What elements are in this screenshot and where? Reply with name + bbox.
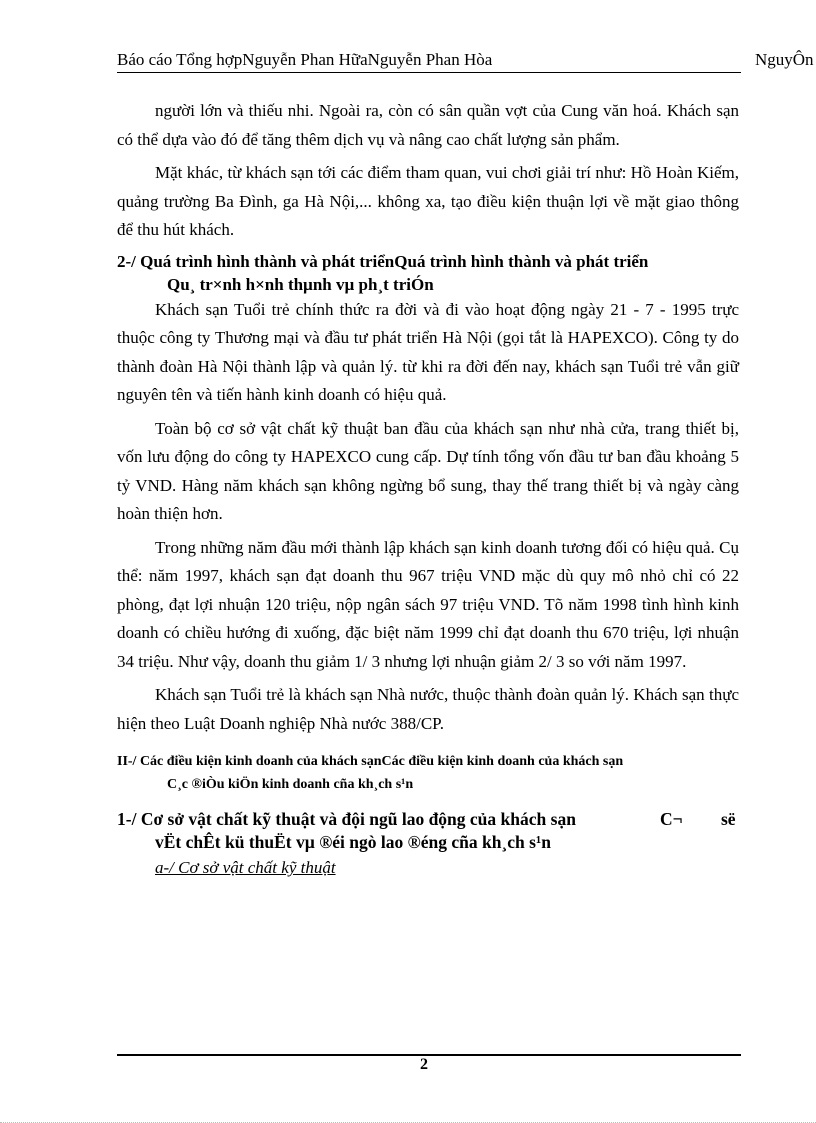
section-heading-II	[117, 750, 739, 796]
section-heading-1	[117, 808, 739, 854]
subsection-link-a[interactable]: a-/ Cơ sở vật chất kỹ thuật	[155, 858, 336, 877]
section-heading-1-garbled-a: C¬	[660, 809, 683, 829]
section-heading-II-garbled: C¸c ®iÒu kiÖn kinh doanh cña kh¸ch s¹n	[167, 777, 414, 792]
paragraph-2: Mặt khác, từ khách sạn tới các điểm tham quan, vui chơi giải trí như: Hồ Hoàn Kiếm, quảng trường Ba Đình, ga Hà Nội,... không xa, tạo điều kiện thuận lợi về mặt giao thông để thu hút khách.	[117, 163, 739, 239]
paragraph-3: Khách sạn Tuổi trẻ chính thức ra đời và đi vào hoạt động ngày 21 - 7 - 1995 trực thuộc công ty Thương mại và đầu tư phát triển Hà Nội (gọi tắt là HAPEXCO). Công ty do thành đoàn Hà Nội thành lập và quản lý. từ khi ra đời đến nay, khách sạn Tuổi trẻ vẫn giữ nguyên tên và tiến hành kinh doanh có hiệu quả.	[117, 299, 739, 404]
header-title: Báo cáo Tổng hợpNguyễn Phan HữaNguyễn Phan Hòa	[117, 50, 493, 69]
header-author: NguyÔn	[755, 50, 814, 69]
paragraph-5: Trong những năm đầu mới thành lập khách sạn kinh doanh tương đối có hiệu quả. Cụ thể: năm 1997, khách sạn đạt doanh thu 967 triệu VND mặc dù quy mô nhỏ chỉ có 22 phòng, đạt lợi nhuận 120 triệu, nộp ngân sách 97 triệu VND. Tõ năm 1998 tình hình kinh doanh có chiều hướng đi xuống, đặc biệt năm 1999 chỉ đạt doanh thu 670 triệu, lợi nhuận 34 triệu. Như vậy, doanh thu giảm 1/ 3 nhưng lợi nhuận giảm 2/ 3 so với năm 1997.	[117, 537, 739, 671]
section-heading-2-text: 2-/ Quá trình hình thành và phát triểnQuá trình hình thành và phát triển	[117, 251, 649, 271]
paragraph-6: Khách sạn Tuổi trẻ là khách sạn Nhà nước, thuộc thành đoàn quản lý. Khách sạn thực hiện theo Luật Doanh nghiệp Nhà nước 388/CP.	[117, 685, 739, 733]
paragraph-1: người lớn và thiếu nhi. Ngoài ra, còn có sân quần vợt của Cung văn hoá. Khách sạn có thể dựa vào đó để tăng thêm dịch vụ và nâng cao chất lượng sản phẩm.	[117, 101, 739, 149]
section-heading-1-garbled-b: së	[721, 809, 736, 829]
section-heading-2-garbled: Qu¸ tr×nh h×nh thµnh vµ ph¸t triÓn	[167, 274, 434, 294]
section-heading-II-text: II-/ Các điều kiện kinh doanh của khách sạnCác điều kiện kinh doanh của khách sạn	[117, 754, 624, 769]
section-heading-1-text: 1-/ Cơ sở vật chất kỹ thuật và đội ngũ lao động của khách sạn	[117, 809, 576, 829]
footer-divider	[117, 1054, 741, 1056]
page-number: 2	[420, 1056, 428, 1073]
document-body	[117, 97, 739, 878]
paragraph-4: Toàn bộ cơ sở vật chất kỹ thuật ban đầu của khách sạn như nhà cửa, trang thiết bị, vốn lưu động do công ty HAPEXCO cung cấp. Dự tính tổng vốn đầu tư ban đầu khoảng 5 tỷ VND. Hàng năm khách sạn không ngừng bổ sung, thay thế trang thiết bị và ngày càng hoàn thiện hơn.	[117, 418, 739, 523]
section-heading-2	[117, 250, 739, 296]
section-heading-1-garbled: vËt chÊt kü thuËt vµ ®éi ngò lao ®éng cña kh¸ch s¹n	[155, 832, 551, 852]
header-divider	[117, 72, 741, 73]
